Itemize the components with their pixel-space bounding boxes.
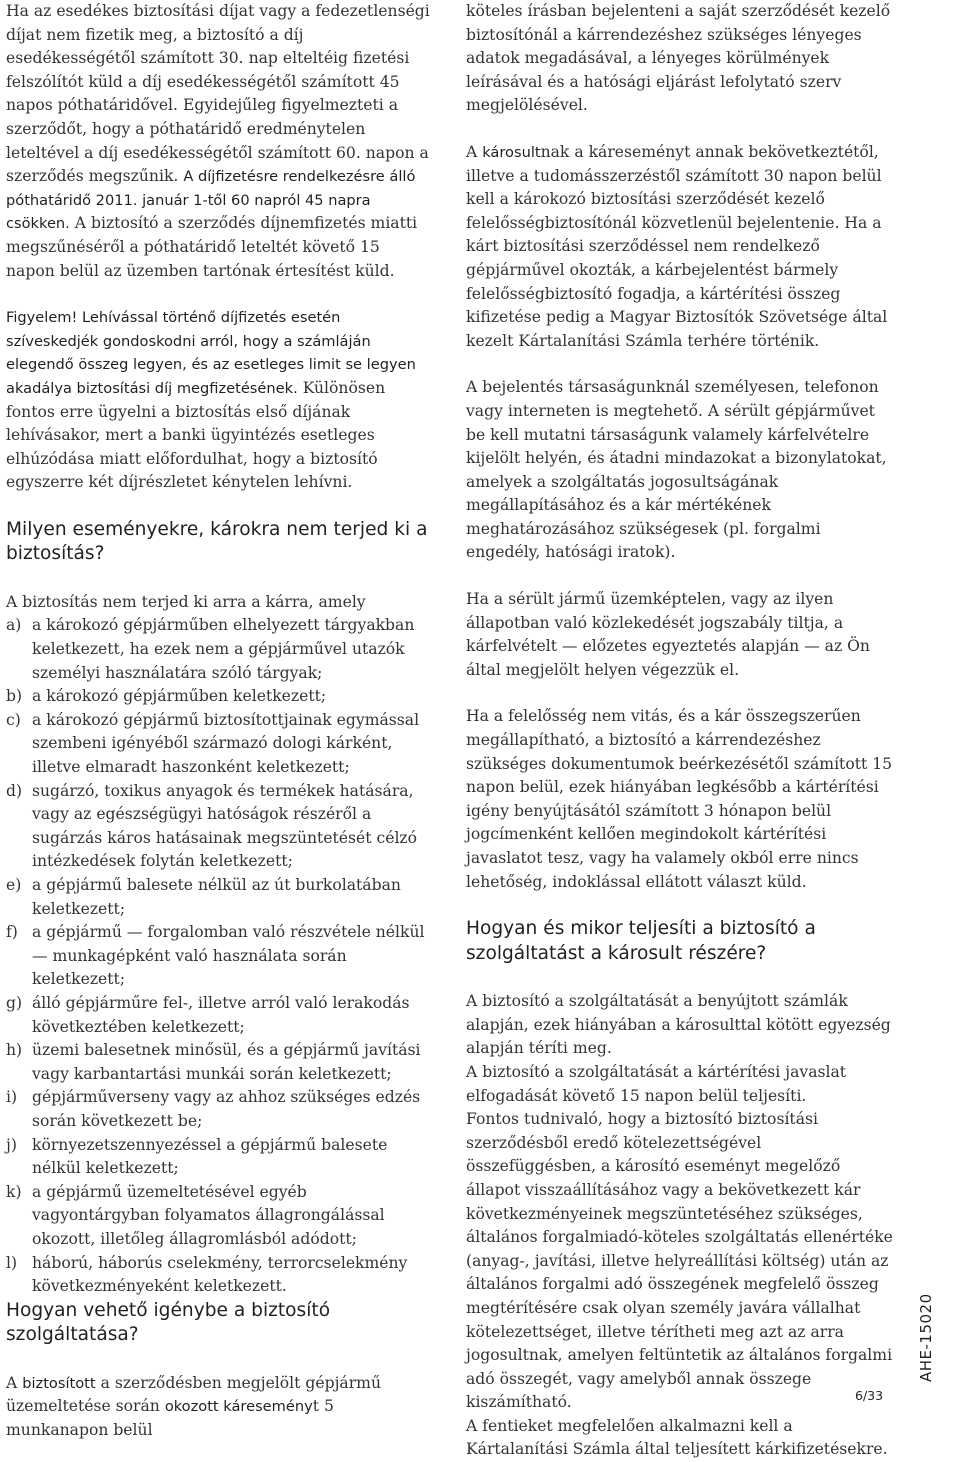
left-column — [6, 0, 432, 1442]
exclusions-heading: Milyen eseményekre, károkra nem terjed ki a biztosítás? — [6, 518, 428, 565]
report-continuation-paragraph: köteles írásban bejelenteni a saját szerződését kezelő biztosítónál a kárrendezéshez szükséges lényeges adatok megadásával, a lényeges körülmények leírásával és a hatósági eljárást lefolytató szerv megjelölésével. — [466, 2, 891, 115]
insured-term: biztosított — [22, 1374, 96, 1392]
reporting-channels-paragraph: A bejelentés társaságunknál személyesen, telefonon vagy interneten is megtehető. A sérült gépjárművet be kell mutatni társaságunk valamely kárfelvételre kijelölt helyén, és átadni mindazokat a bizonylatokat, amelyek a szolgáltatás jogosultságának megállapításához és a kár mértékének meghatározásához szükségesek (pl. forgalmi engedély, hatósági iratok). — [466, 378, 887, 562]
document-code: AHE-15020 — [917, 1293, 935, 1382]
list-item: k) a gépjármű üzemeltetésével egyéb vagyontárgyban folyamatos állagrongálással okozott, illetőleg állagromlásból adódott; — [6, 1182, 385, 1248]
list-item: e) a gépjármű balesete nélkül az út burkolatában keletkezett; — [6, 876, 401, 918]
list-item: b) a károkozó gépjárműben keletkezett; — [6, 687, 327, 706]
list-item: d) sugárzó, toxikus anyagok és termékek hatására, vagy az egészségügyi hatóságok részéről a sugárzás káros hatásainak megszüntetését célzó intézkedések folytán keletkezett; — [6, 781, 418, 871]
page-number: 6/33 — [855, 1388, 884, 1403]
list-item: l) háború, háborús cselekmény, terrorcselekmény következményeként keletkezett. — [6, 1253, 408, 1296]
list-item: c) a károkozó gépjármű biztosítottjainak egymással szembeni igényéből származó dologi kárként, illetve elmaradt haszonként keletkezett; — [6, 710, 420, 777]
exclusions-list — [6, 614, 432, 1298]
premium-deadline-text: Ha az esedékes biztosítási díjat vagy a fedezetlenségi díjat nem fizetik meg, a biztosító a díj esedékességétől számított 30. nap elteltéig fizetési felszólítót küld a díj esedékességétől számított 45 napos póthatáridővel. Egyidejűleg figyelmezteti a szerződőt, hogy a póthatáridő eredménytelen leteltével a díj esedékességétől számított 60. napon a szerződés megszűnik. — [6, 2, 430, 186]
first-premium-note: Különösen fontos erre ügyelni a biztosítás első díjának lehívásakor, mert a banki ügyintézés esetleges elhúzódása miatt előfordulhat, hogy a biztosító egyszerre két díjrészletet kénytelen lehívni. — [6, 378, 386, 492]
injured-party-paragraph: A károsultnak a káreseményt annak bekövetkeztétől, illetve a tudomásszerzéstől számított 30 napon belül kell a károkozó biztosítási szerződését kezelő felelősségbiztosítónál közvetlenül bejelentenie. Ha a kárt biztosítási szerződéssel nem rendelkező gépjárművel okozták, a kárbejelentést bármely felelősségbiztosító fogadja, a kártérítési összeg kifizetése pedig a Magyar Biztosítók Szövetsége által kezelt Kártalanítási Számla terhére történik. — [466, 142, 888, 350]
right-column — [466, 0, 896, 1462]
settlement-proposal-paragraph: Ha a felelősség nem vitás, és a kár összegszerűen megállapítható, a biztosító a kárrendezéshez szükséges dokumentumok beérkezésétől számított 15 napon belül, ezek hiányában legkésőbb a kártérítési igény benyújtásától számított 3 hónapon belül jogcímenként kellően megindokolt kártérítési javaslatot tesz, vagy ha valamely okból erre nincs lehetőség, indoklással ellátott választ küld. — [466, 707, 893, 891]
exclusions-intro: A biztosítás nem terjed ki arra a kárra, amely — [6, 592, 366, 611]
compensation-account-paragraph: A fentieket megfelelően alkalmazni kell a Kártalanítási Számla által teljesített kárkifizetésekre. — [466, 1416, 888, 1459]
list-item: j) környezetszennyezéssel a gépjármű balesete nélkül keletkezett; — [6, 1135, 388, 1178]
direct-debit-warning-paragraph — [6, 306, 432, 495]
list-item: g) álló gépjárműre fel-, illetve arról való lerakodás következtében keletkezett; — [6, 993, 410, 1036]
vat-note-paragraph: Fontos tudnivaló, hogy a biztosító biztosítási szerződésből eredő kötelezettségével összefüggésben, a károsító eseményt megelőző állapot visszaállításához vagy a bekövetkezett kár következményeinek megszüntetéséhez szükséges, általános forgalmiadó-köteles szolgáltatás ellenértéke (anyag-, javítási, illetve helyreállítási költség) után az általános forgalmi adó összegének megfelelő összeg megtérítésére csak olyan személy javára vállalhat kötelezettséget, illetve térítheti meg azt az arra jogosultnak, amelyen feltüntetik az általános forgalmi adó összegét, vagy amelyből annak összege kiszámítható. — [466, 1110, 893, 1412]
payment-heading: Hogyan és mikor teljesíti a biztosító a szolgáltatást a károsult részére? — [466, 918, 816, 964]
deadline-change-notice: A díjfizetésre rendelkezésre álló póthatáridő 2011. január 1-től 60 napról 45 napra csökken. — [6, 168, 416, 233]
list-item: a) a károkozó gépjárműben elhelyezett tárgyakban keletkezett, ha ezek nem a gépjárművel utazók személyi használatára szóló tárgyak; — [6, 616, 415, 682]
claim-procedure-heading: Hogyan vehető igénybe a biztosító szolgáltatása? — [6, 1299, 331, 1346]
termination-notice-text: A biztosító a szerződés díjnemfizetés miatti megszűnéséről a póthatáridő leteltét követő 15 napon belül az üzemben tartónak értesítést küld. — [6, 214, 418, 280]
list-item: f) a gépjármű — forgalomban való részvétele nélkül — munkagépként való használata során keletkezett; — [6, 923, 425, 989]
premium-payment-paragraph — [6, 0, 432, 283]
direct-debit-warning: Figyelem! Lehívással történő díjfizetés esetén szíveskedjék gondoskodni arról, hogy a számláján elegendő összeg legyen, és az esetleges limit se legyen akadálya biztosítási díj megfizetésének. — [6, 309, 416, 397]
claim-report-paragraph: A biztosított a szerződésben megjelölt gépjármű üzemeltetése során okozott káreseményt 5 munkanapon belül — [6, 1373, 382, 1439]
inoperable-vehicle-paragraph: Ha a sérült jármű üzemképtelen, vagy az ilyen állapotban való közlekedését jogszabály tiltja, a kárfelvételt — előzetes egyeztetés alapján — az Ön által megjelölt helyen végezzük el. — [466, 590, 870, 679]
injured-party-term: károsult — [482, 143, 541, 161]
payment-basis-paragraph: A biztosító a szolgáltatását a benyújtott számlák alapján, ezek hiányában a károsulttal kötött egyezség alapján téríti meg. — [466, 992, 891, 1058]
caused-event-term: okozott káresemény — [164, 1398, 313, 1416]
list-item: i) gépjárműverseny vagy az ahhoz szükséges edzés során következett be; — [6, 1088, 421, 1130]
payment-deadline-paragraph: A biztosító a szolgáltatását a kártérítési javaslat elfogadását követő 15 napon belül teljesíti. — [466, 1062, 847, 1105]
list-item: h) üzemi balesetnek minősül, és a gépjármű javítási vagy karbantartási munkái során keletkezett; — [6, 1041, 421, 1083]
